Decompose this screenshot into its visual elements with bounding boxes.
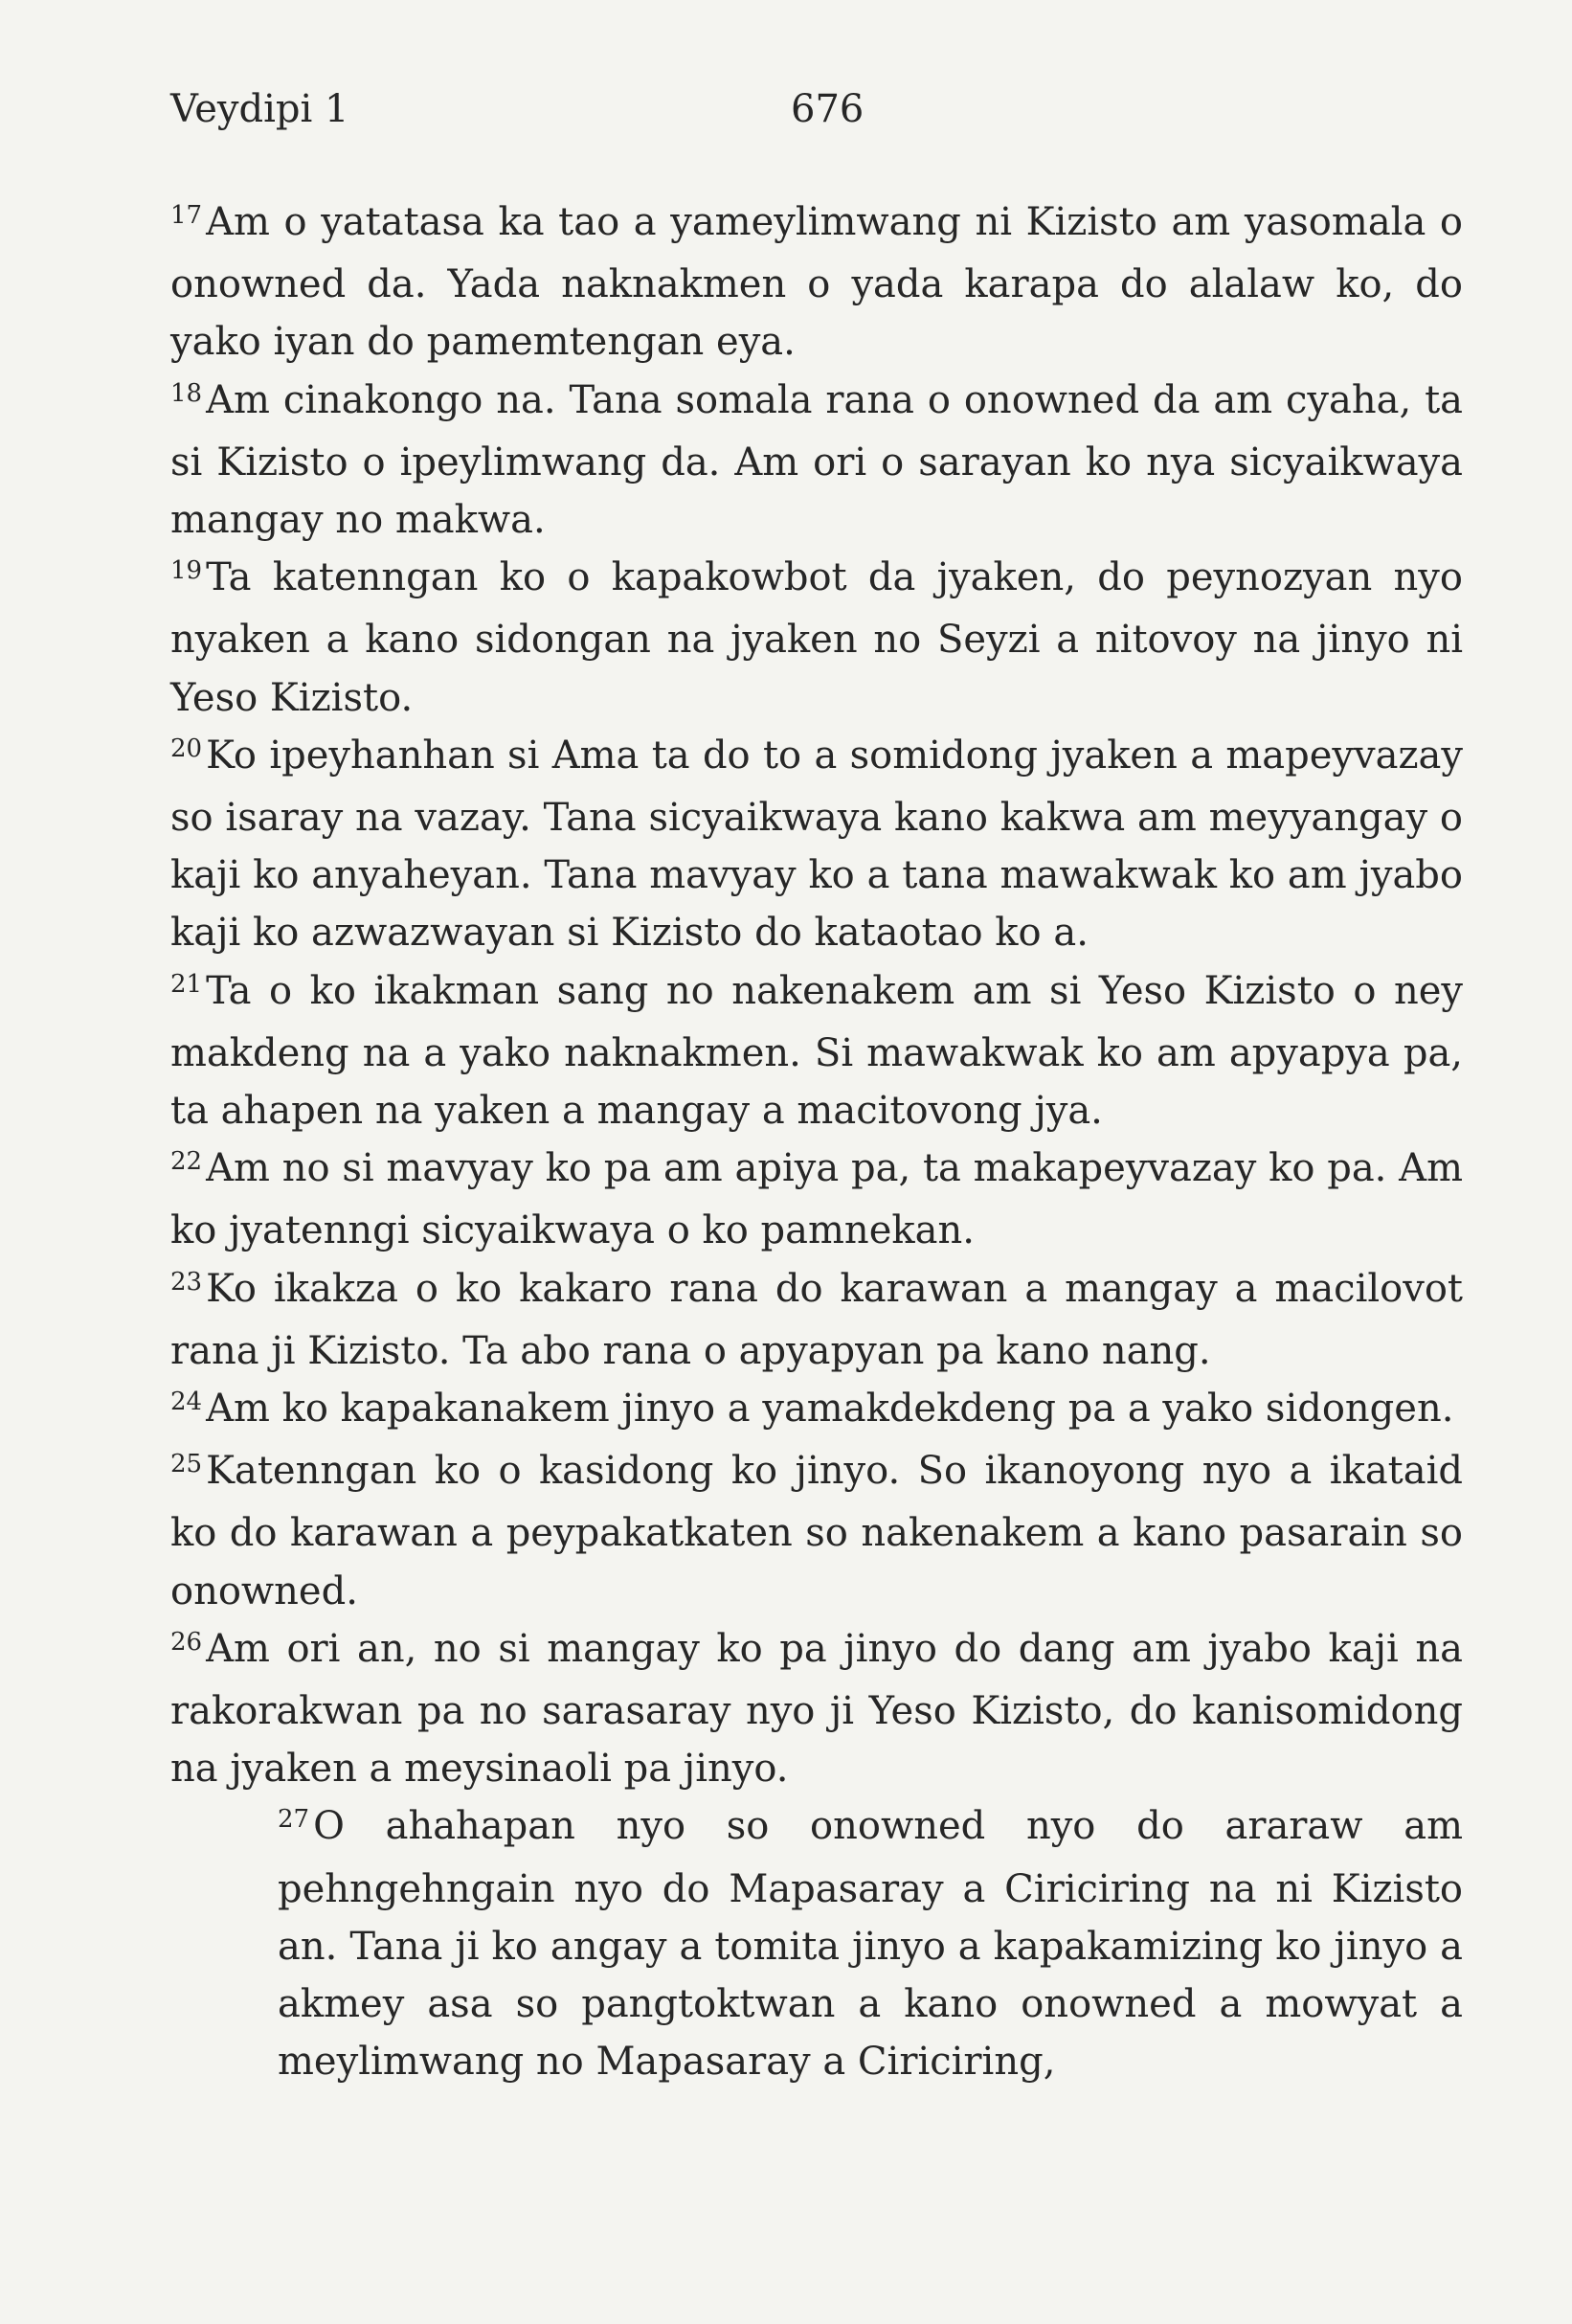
verse-18 xyxy=(170,372,1463,550)
verse-27 xyxy=(170,1797,1463,2090)
verse-25 xyxy=(170,1442,1463,1620)
verse-text: Am cinakongo na. Tana somala rana o onowned da am cyaha, ta si Kizisto o ipeylimwang da. Am ori o sarayan ko nya sicyaikwaya mangay no makwa. xyxy=(170,377,1463,543)
verse-20 xyxy=(170,727,1463,962)
page-header xyxy=(170,79,1453,140)
page-number: 676 xyxy=(791,87,865,131)
verse-text: Am o yatatasa ka tao a yameylimwang ni Kizisto am yasomala o onowned da. Yada naknakmen o yada karapa do alalaw ko, do yako iyan do pamemtengan eya. xyxy=(170,200,1463,365)
chapter-body xyxy=(170,193,1463,2091)
verse-number: 18 xyxy=(170,378,203,408)
verse-number: 23 xyxy=(170,1267,203,1297)
verse-23 xyxy=(170,1260,1463,1380)
verse-26 xyxy=(170,1620,1463,1798)
verse-text: Am ko kapakanakem jinyo a yamakdekdeng pa a yako sidongen. xyxy=(206,1387,1454,1432)
verse-text: O ahahapan nyo so onowned nyo do araraw am pehngehngain nyo do Mapasaray a Ciriciring na ni Kizisto an. Tana ji ko angay a tomita jinyo a kapakamizing ko jinyo a akmey asa so pangtoktwan a kano onowned a mowyat a meylimwang no Mapasaray a Ciriciring, xyxy=(278,1804,1463,2085)
verse-number: 19 xyxy=(170,556,203,586)
verse-19 xyxy=(170,549,1463,727)
verse-22 xyxy=(170,1139,1463,1259)
verse-text: Am ori an, no si mangay ko pa jinyo do dang am jyabo kaji na rakorakwan pa no sarasaray nyo ji Yeso Kizisto, do kanisomidong na jyaken a meysinaoli pa jinyo. xyxy=(170,1626,1463,1792)
verse-number: 21 xyxy=(170,969,203,999)
verse-17 xyxy=(170,193,1463,372)
verse-text: Ta katenngan ko o kapakowbot da jyaken, do peynozyan nyo nyaken a kano sidongan na jyaken no Seyzi a nitovoy na jinyo ni Yeso Kizisto. xyxy=(170,555,1463,720)
verse-number: 24 xyxy=(170,1388,203,1417)
verse-number: 17 xyxy=(170,201,203,230)
verse-text: Ta o ko ikakman sang no nakenakem am si Yeso Kizisto o ney makdeng na a yako naknakmen. Si mawakwak ko am apyapya pa, ta ahapen na yaken a mangay a macitovong jya. xyxy=(170,968,1463,1134)
verse-text: Ko ikakza o ko kakaro rana do karawan a mangay a macilovot rana ji Kizisto. Ta abo rana o apyapyan pa kano nang. xyxy=(170,1266,1463,1373)
verse-21 xyxy=(170,962,1463,1140)
verse-number: 22 xyxy=(170,1147,203,1177)
verse-text: Am no si mavyay ko pa am apiya pa, ta makapeyvazay ko pa. Am ko jyatenngi sicyaikwaya o ko pamnekan. xyxy=(170,1146,1463,1253)
verse-text: Ko ipeyhanhan si Ama ta do to a somidong jyaken a mapeyvazay so isaray na vazay. Tana sicyaikwaya kano kakwa am meyyangay o kaji ko anyaheyan. Tana mavyay ko a tana mawakwak ko am jyabo kaji ko azwazwayan si Kizisto do kataotao ko a. xyxy=(170,733,1463,956)
verse-number: 20 xyxy=(170,733,203,763)
verse-text: Katenngan ko o kasidong ko jinyo. So ikanoyong nyo a ikataid ko do karawan a peypakatkaten so nakenakem a kano pasarain so onowned. xyxy=(170,1449,1463,1613)
book-title: Veydipi 1 xyxy=(170,87,349,131)
verse-number: 25 xyxy=(170,1450,203,1479)
verse-number: 27 xyxy=(278,1805,310,1835)
verse-number: 26 xyxy=(170,1627,203,1657)
verse-24 xyxy=(170,1380,1463,1442)
